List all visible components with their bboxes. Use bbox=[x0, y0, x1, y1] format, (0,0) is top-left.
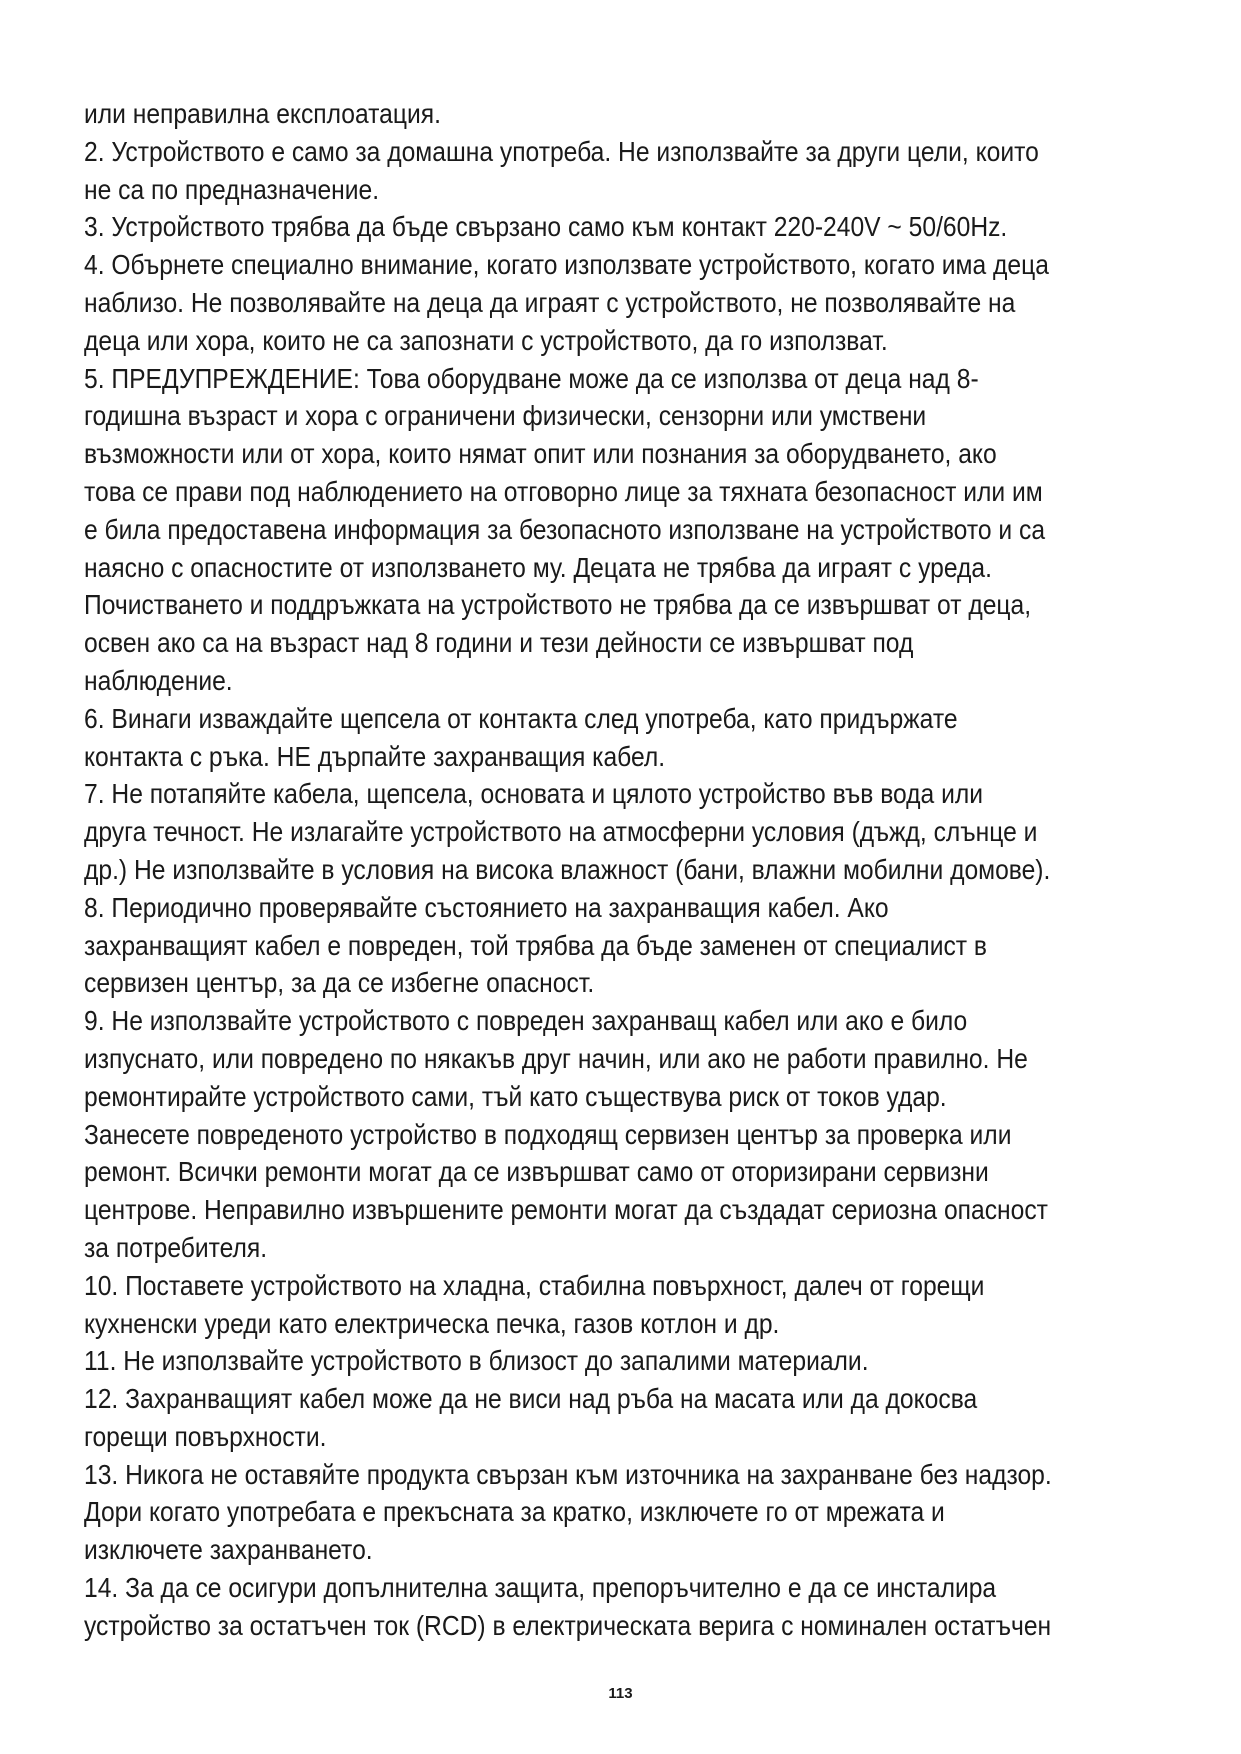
text-line: е била предоставена информация за безопасното използване на устройството и са bbox=[84, 513, 1046, 545]
text-line: 3. Устройството трябва да бъде свързано само към контакт 220-240V ~ 50/60Hz. bbox=[84, 211, 1008, 243]
text-line: 14. За да се осигури допълнителна защита, препоръчително е да се инсталира bbox=[84, 1572, 997, 1604]
text-line: 9. Не използвайте устройството с повреден захранващ кабел или ако е било bbox=[84, 1005, 968, 1037]
text-line: контакта с ръка. НЕ дърпайте захранващия кабел. bbox=[84, 740, 666, 772]
text-line: това се прави под наблюдението на отговорно лице за тяхната безопасност или им bbox=[84, 475, 1043, 507]
text-line: ремонт. Всички ремонти могат да се извършват само от оторизирани сервизни bbox=[84, 1156, 989, 1188]
text-line: за потребителя. bbox=[84, 1231, 268, 1263]
instruction-text bbox=[84, 95, 1175, 1645]
text-line: деца или хора, които не са запознати с устройството, да го използват. bbox=[84, 324, 888, 356]
text-line: друга течност. Не излагайте устройството на атмосферни условия (дъжд, слънце и bbox=[84, 816, 1038, 848]
text-line: 2. Устройството е само за домашна употреба. Не използвайте за други цели, които bbox=[84, 135, 1039, 167]
text-line: освен ако са на възраст над 8 години и тези дейности се извършват под bbox=[84, 627, 914, 659]
text-line: центрове. Неправилно извършените ремонти могат да създадат сериозна опасност bbox=[84, 1194, 1048, 1226]
text-line: сервизен център, за да се избегне опасност. bbox=[84, 967, 595, 999]
page-number: 113 bbox=[608, 1685, 633, 1702]
text-line: горещи повърхности. bbox=[84, 1420, 327, 1452]
text-line: 4. Обърнете специално внимание, когато използвате устройството, когато има деца bbox=[84, 249, 1049, 281]
text-line: изключете захранването. bbox=[84, 1534, 373, 1566]
text-line: годишна възраст и хора с ограничени физически, сензорни или умствени bbox=[84, 400, 927, 432]
text-line: Почистването и поддръжката на устройството не трябва да се извършват от деца, bbox=[84, 589, 1032, 621]
text-line: 12. Захранващият кабел може да не виси над ръба на масата или да докосва bbox=[84, 1383, 978, 1415]
text-line: наясно с опасностите от използването му. Децата не трябва да играят с уреда. bbox=[84, 551, 992, 583]
text-line: др.) Не използвайте в условия на висока влажност (бани, влажни мобилни домове). bbox=[84, 853, 1051, 885]
text-line: 7. Не потапяйте кабела, щепсела, основата и цялото устройство във вода или bbox=[84, 778, 984, 810]
text-line: Занесете повреденото устройство в подходящ сервизен център за проверка или bbox=[84, 1118, 1012, 1150]
text-line: устройство за остатъчен ток (RCD) в електрическата верига с номинален остатъчен bbox=[84, 1609, 1052, 1641]
text-line: не са по предназначение. bbox=[84, 173, 380, 205]
text-line: 6. Винаги изваждайте щепсела от контакта след употреба, като придържате bbox=[84, 702, 958, 734]
text-line: захранващият кабел е повреден, той трябва да бъде заменен от специалист в bbox=[84, 929, 988, 961]
text-line: Дори когато употребата е прекъсната за кратко, изключете го от мрежата и bbox=[84, 1496, 945, 1528]
text-line: 8. Периодично проверявайте състоянието на захранващия кабел. Ако bbox=[84, 891, 889, 923]
text-line: наблизо. Не позволявайте на деца да играят с устройството, не позволявайте на bbox=[84, 286, 1016, 318]
text-line: 13. Никога не оставяйте продукта свързан към източника на захранване без надзор. bbox=[84, 1458, 1052, 1490]
text-line: възможности или от хора, които нямат опит или познания за оборудването, ако bbox=[84, 438, 997, 470]
text-line: 11. Не използвайте устройството в близост до запалими материали. bbox=[84, 1345, 869, 1377]
text-line: или неправилна експлоатация. bbox=[84, 98, 441, 129]
text-line: 5. ПРЕДУПРЕЖДЕНИЕ: Това оборудване може да се използва от деца над 8- bbox=[84, 362, 979, 394]
text-line: 10. Поставете устройството на хладна, стабилна повърхност, далеч от горещи bbox=[84, 1269, 985, 1301]
text-line: наблюдение. bbox=[84, 664, 233, 696]
text-line: ремонтирайте устройството сами, тъй като съществува риск от токов удар. bbox=[84, 1080, 947, 1112]
text-line: кухненски уреди като електрическа печка, газов котлон и др. bbox=[84, 1307, 780, 1339]
text-line: изпуснато, или повредено по някакъв друг начин, или ако не работи правилно. Не bbox=[84, 1042, 1028, 1074]
